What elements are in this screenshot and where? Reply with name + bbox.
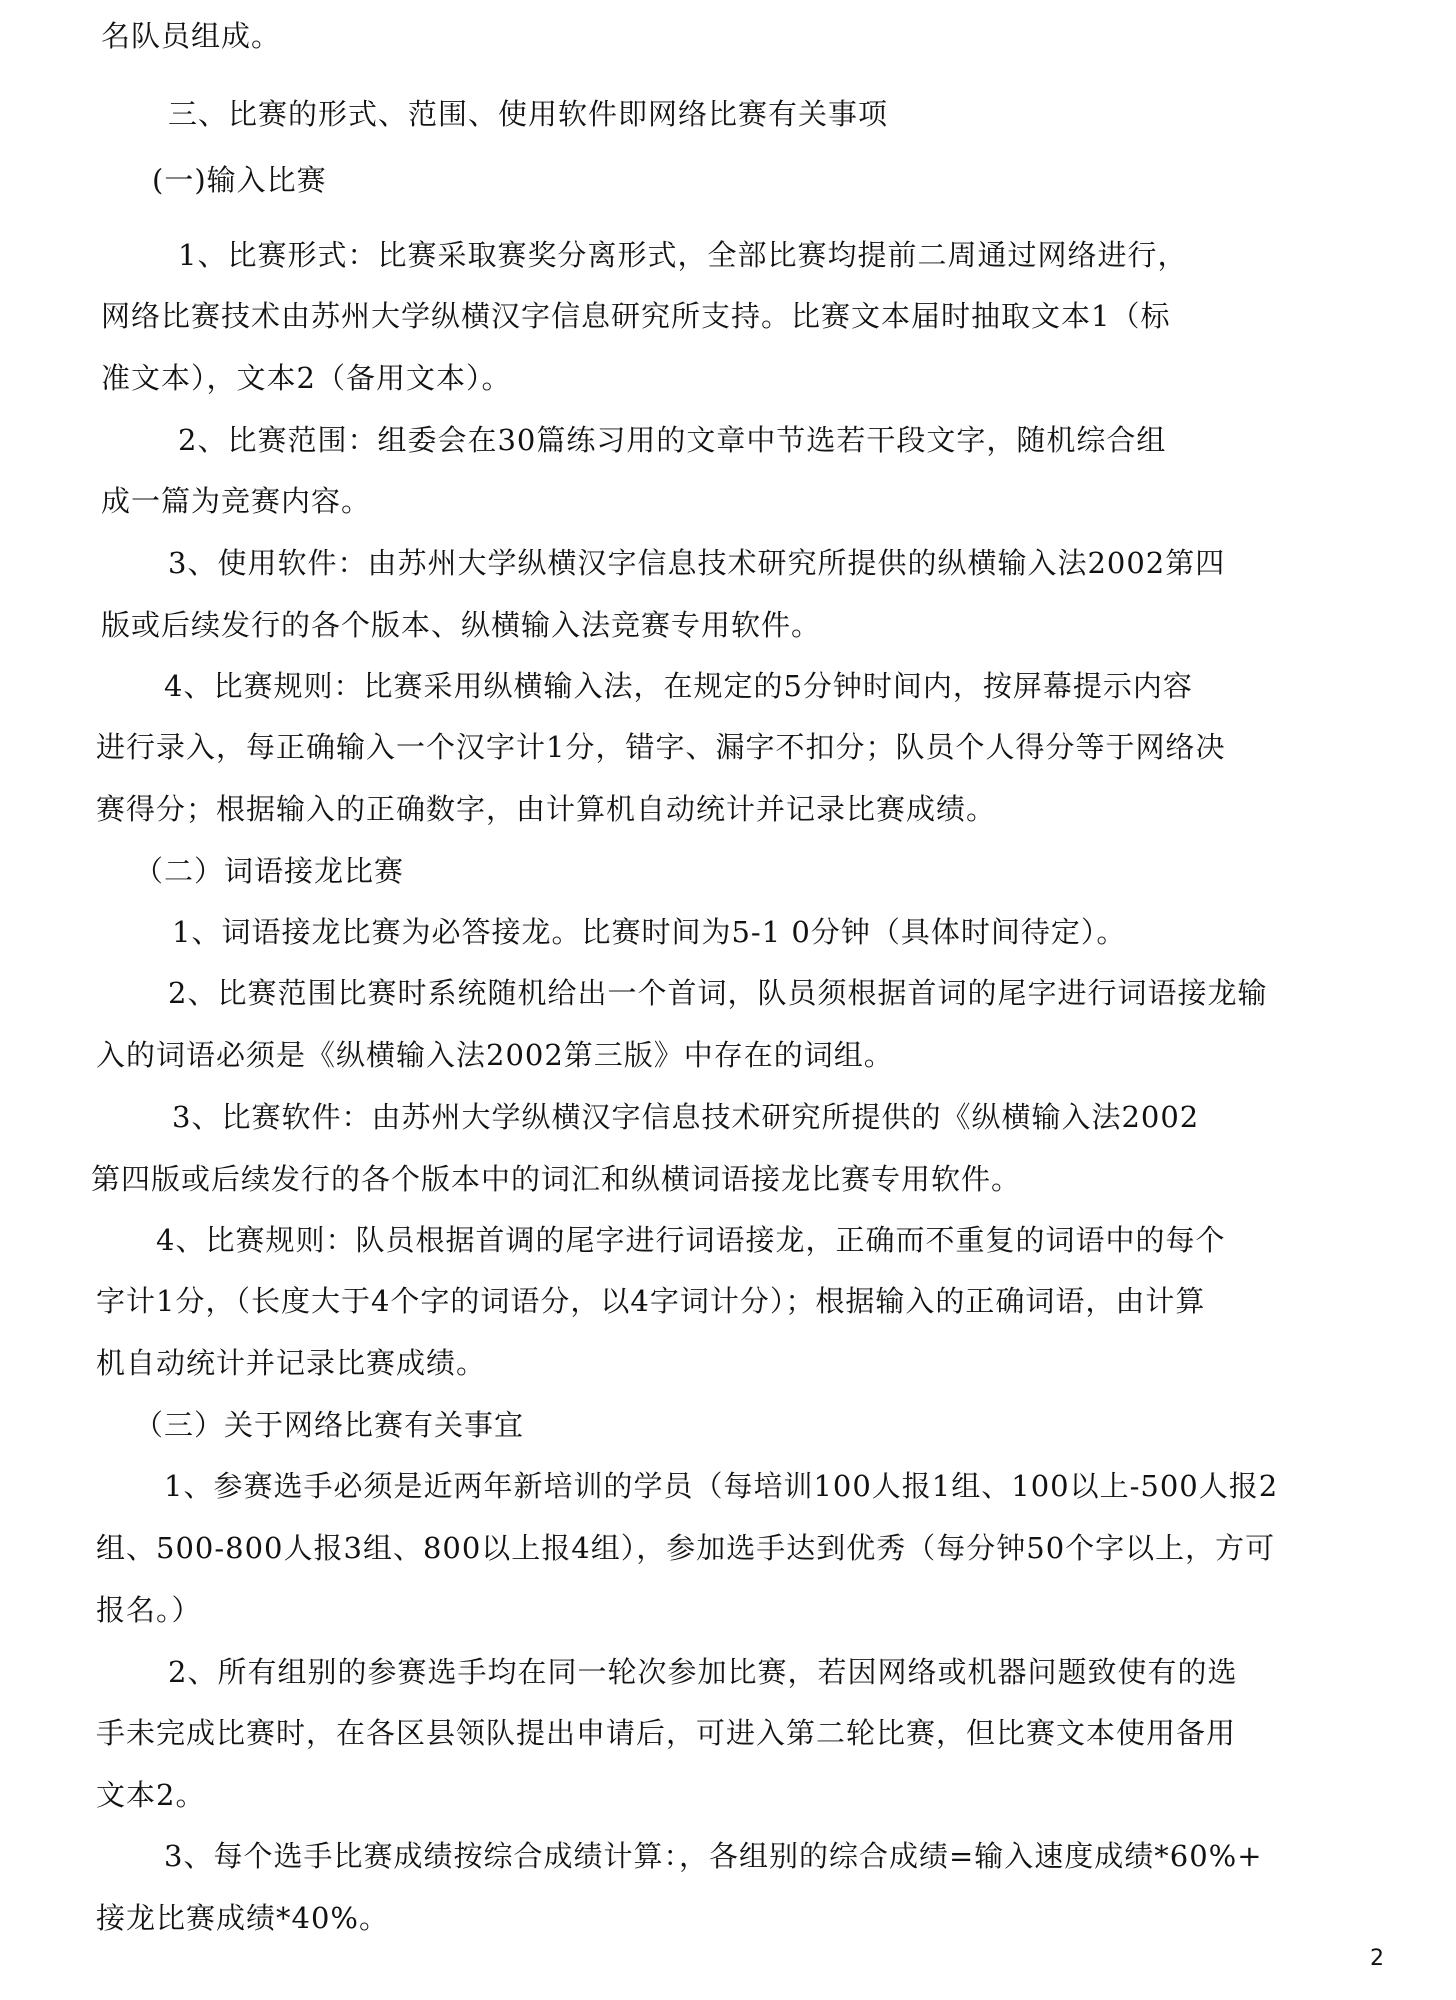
page-number: 2	[1370, 1946, 1384, 1971]
paragraph-line: 组、500-800人报3组、800以上报4组），参加选手达到优秀（每分钟50个字以上，方可	[96, 1531, 1276, 1565]
paragraph-line: 3、比赛软件：由苏州大学纵横汉字信息技术研究所提供的《纵横输入法2002	[172, 1100, 1200, 1134]
paragraph-line: 版或后续发行的各个版本、纵横输入法竞赛专用软件。	[101, 608, 822, 642]
paragraph-line: 1、比赛形式：比赛采取赛奖分离形式，全部比赛均提前二周通过网络进行，	[178, 238, 1188, 272]
subsection-heading-network: （三）关于网络比赛有关事宜	[134, 1408, 525, 1442]
paragraph-line: 2、所有组别的参赛选手均在同一轮次参加比赛，若因网络或机器问题致使有的选	[168, 1655, 1238, 1689]
paragraph-line: 手未完成比赛时，在各区县领队提出申请后，可进入第二轮比赛，但比赛文本使用备用	[96, 1716, 1237, 1750]
paragraph-line: 机自动统计并记录比赛成绩。	[96, 1346, 487, 1380]
paragraph-line: 报名。）	[96, 1593, 202, 1627]
subsection-heading-word-chain: （二）词语接龙比赛	[134, 854, 405, 888]
paragraph-line: 成一篇为竞赛内容。	[101, 484, 372, 518]
paragraph-line: 字计1分，（长度大于4个字的词语分，以4字词计分）；根据输入的正确词语，由计算	[96, 1284, 1206, 1318]
text-line-continuation: 名队员组成。	[101, 19, 282, 53]
paragraph-line: 进行录入，每正确输入一个汉字计1分，错字、漏字不扣分；队员个人得分等于网络决	[96, 730, 1226, 764]
paragraph-line: 3、使用软件：由苏州大学纵横汉字信息技术研究所提供的纵横输入法2002第四	[168, 546, 1226, 580]
paragraph-line: 4、比赛规则：比赛采用纵横输入法，在规定的5分钟时间内，按屏幕提示内容	[164, 669, 1193, 703]
paragraph-line: 1、词语接龙比赛为必答接龙。比赛时间为5-1 0分钟（具体时间待定）。	[172, 915, 1127, 949]
paragraph-line: 入的词语必须是《纵横输入法2002第三版》中存在的词组。	[96, 1038, 894, 1072]
paragraph-line: 赛得分；根据输入的正确数字，由计算机自动统计并记录比赛成绩。	[96, 792, 997, 826]
paragraph-line: 网络比赛技术由苏州大学纵横汉字信息研究所支持。比赛文本届时抽取文本1（标	[101, 299, 1171, 333]
section-heading-3: 三、比赛的形式、范围、使用软件即网络比赛有关事项	[168, 97, 889, 131]
paragraph-line: 4、比赛规则：队员根据首调的尾字进行词语接龙，正确而不重复的词语中的每个	[156, 1223, 1226, 1257]
paragraph-line: 第四版或后续发行的各个版本中的词汇和纵横词语接龙比赛专用软件。	[91, 1162, 1022, 1196]
paragraph-line: 2、比赛范围比赛时系统随机给出一个首词，队员须根据首词的尾字进行词语接龙输	[168, 976, 1268, 1010]
paragraph-line: 2、比赛范围：组委会在30篇练习用的文章中节选若干段文字，随机综合组	[178, 423, 1167, 457]
paragraph-line: 准文本），文本2（备用文本）。	[101, 361, 512, 395]
paragraph-line: 文本2。	[96, 1778, 206, 1812]
paragraph-line: 接龙比赛成绩*40%。	[96, 1901, 389, 1935]
subsection-heading-input: (一)输入比赛	[152, 163, 327, 197]
paragraph-line: 3、每个选手比赛成绩按综合成绩计算：，各组别的综合成绩=输入速度成绩*60%+	[164, 1839, 1263, 1873]
paragraph-line: 1、参赛选手必须是近两年新培训的学员（每培训100人报1组、100以上-500人报2	[164, 1469, 1279, 1503]
